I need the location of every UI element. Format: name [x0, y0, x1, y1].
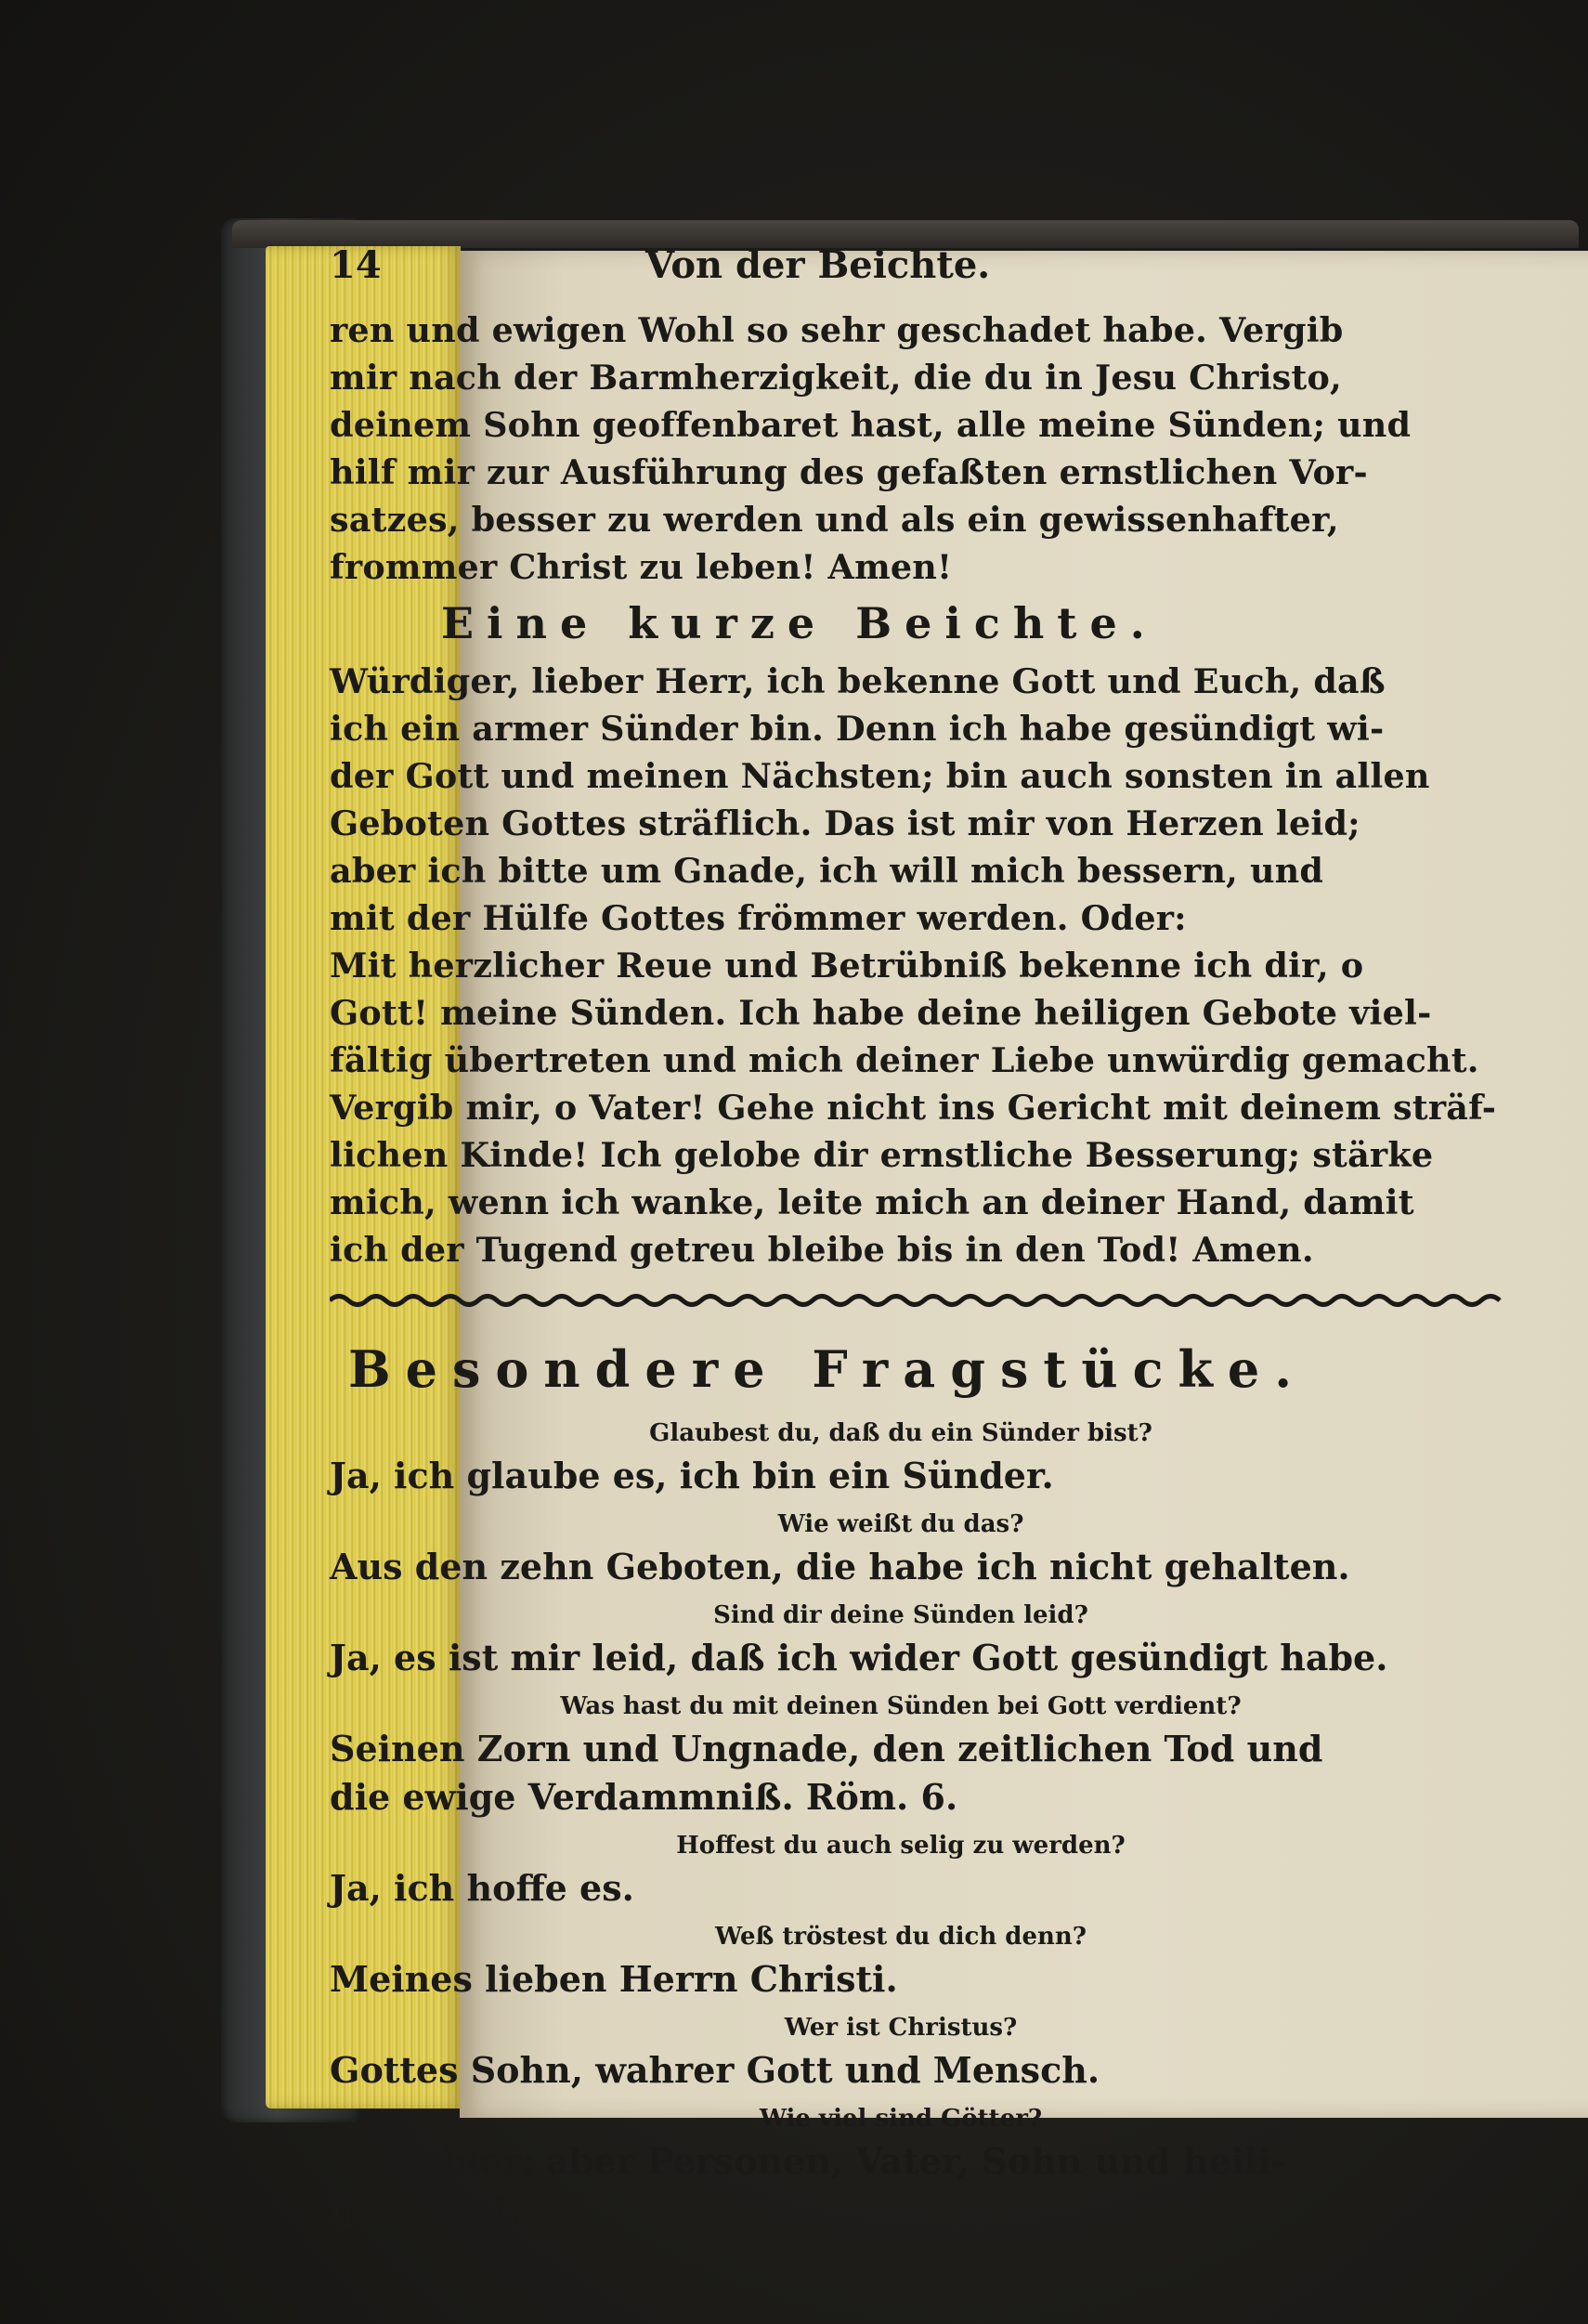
answer-line	[330, 1543, 1542, 1591]
answer-text: Meines lieben Herrn Christi.	[330, 1958, 898, 2000]
answer-text: Ja, es ist mir leid, daß ich wider Gott gesündigt habe.	[330, 1637, 1388, 1678]
answer-text: Gottes Sohn, wahrer Gott und Mensch.	[330, 2049, 1100, 2091]
text-line: ich der Tugend getreu bleibe bis in den Tod! Amen.	[330, 1230, 1314, 1270]
prayer-ending	[330, 307, 1542, 591]
answer-text: Aus den zehn Geboten, die habe ich nicht gehalten.	[330, 1546, 1350, 1587]
confession-paragraph-2	[330, 942, 1542, 1273]
confession-paragraph-1	[330, 658, 1542, 942]
text-line: ren und ewigen Wohl so sehr geschadet habe. Vergib	[330, 310, 1344, 350]
text-line: satzes, besser zu werden und als ein gewissenhafter,	[330, 500, 1339, 540]
ornamental-divider	[330, 1288, 1509, 1312]
text-line: aber ich bitte um Gnade, ich will mich bessern, und	[330, 851, 1324, 891]
text-line: mir nach der Barmherzigkeit, die du in Jesu Christo,	[330, 358, 1342, 398]
question-line: Glaubest du, daß du ein Sünder bist?	[649, 1419, 1152, 1447]
text-line: mit der Hülfe Gottes frömmer werden. Oder:	[330, 898, 1187, 938]
text-line: Gott! meine Sünden. Ich habe deine heiligen Gebote viel-	[330, 993, 1432, 1033]
question-line: Wer ist Christus?	[784, 2014, 1018, 2042]
text-line: frommer Christ zu leben! Amen!	[330, 547, 953, 587]
question-line: Sind dir deine Sünden leid?	[713, 1601, 1088, 1629]
text-line: Mit herzlicher Reue und Betrübniß bekenne ich dir, o	[330, 946, 1364, 986]
text-line: hilf mir zur Ausführung des gefaßten ernstlichen Vor-	[330, 452, 1368, 492]
page-number: 14	[330, 243, 382, 287]
text-line: fältig übertreten und mich deiner Liebe unwürdig gemacht.	[330, 1040, 1479, 1080]
answer-text: Ja, ich hoffe es.	[330, 1867, 634, 1909]
text-line: lichen Kinde! Ich gelobe dir ernstliche Besserung; stärke	[330, 1135, 1434, 1175]
text-line: Würdiger, lieber Herr, ich bekenne Gott und Euch, daß	[330, 661, 1386, 701]
text-line: Geboten Gottes sträflich. Das ist mir von Herzen leid;	[330, 803, 1360, 843]
answer-line	[330, 1725, 1542, 1821]
answer-text: Seinen Zorn und Ungnade, den zeitlichen Tod und	[330, 1728, 1323, 1769]
page-header	[330, 232, 1542, 307]
question-line: Weß tröstest du dich denn?	[714, 1923, 1087, 1951]
text-line: mich, wenn ich wanke, leite mich an deiner Hand, damit	[330, 1182, 1414, 1222]
answer-line	[330, 1634, 1542, 1682]
answer-line	[330, 1452, 1542, 1500]
text-line: Vergib mir, o Vater! Gehe nicht ins Gericht mit deinem sträf-	[330, 1088, 1497, 1128]
question-line: Wie weißt du das?	[777, 1510, 1024, 1538]
answer-line	[330, 1955, 1542, 2004]
text-line: der Gott und meinen Nächsten; bin auch sonsten in allen	[330, 756, 1430, 796]
page-text	[330, 232, 1542, 2230]
answer-text: Ja, ich glaube es, ich bin ein Sünder.	[330, 1455, 1054, 1496]
text-line: ich ein armer Sünder bin. Denn ich habe gesündigt wi-	[330, 709, 1385, 749]
answer-line	[330, 1864, 1542, 1913]
question-line: Was hast du mit deinen Sünden bei Gott verdient?	[560, 1692, 1242, 1720]
qa-block	[330, 1415, 1542, 2234]
answer-text: Nur einer; aber Personen, Vater, Sohn und heili-	[330, 2140, 1286, 2182]
section-title-special-questions: Besondere Fragstücke.	[348, 1339, 1308, 1399]
answer-line	[330, 2137, 1542, 2234]
answer-line	[330, 2046, 1542, 2095]
answer-text: ger Geist.	[330, 2188, 523, 2230]
section-title-short-confession: Eine kurze Beichte.	[441, 598, 1158, 648]
question-line: Wie viel sind Götter?	[759, 2105, 1043, 2133]
answer-text: die ewige Verdammniß. Röm. 6.	[330, 1776, 958, 1818]
text-line: deinem Sohn geoffenbaret hast, alle meine Sünden; und	[330, 405, 1412, 445]
question-line: Hoffest du auch selig zu werden?	[676, 1832, 1126, 1860]
running-title: Von der Beichte.	[645, 243, 991, 287]
